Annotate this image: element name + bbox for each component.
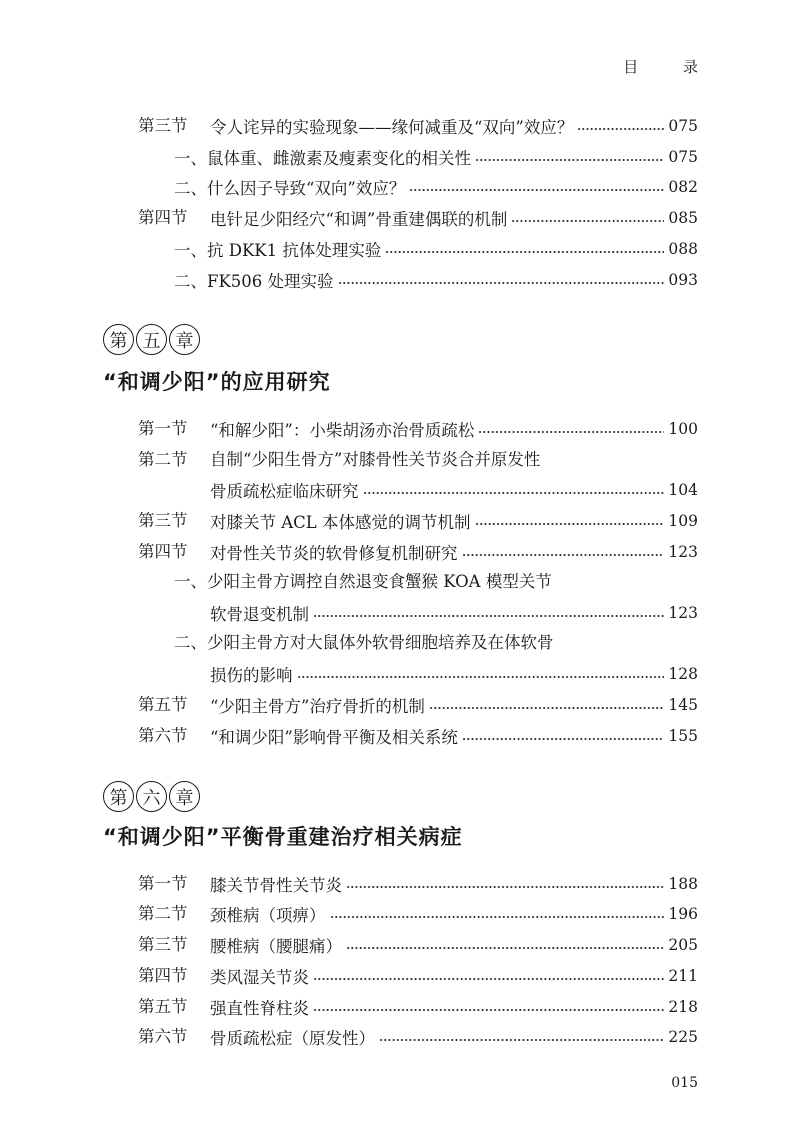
toc-entry-title: 令人诧异的实验现象——缘何减重及“双向”效应？: [210, 118, 574, 137]
toc-entry[interactable]: [210, 508, 698, 534]
toc-entry[interactable]: [210, 871, 698, 897]
section-number: 第六节: [138, 726, 188, 745]
toc-entry-page: 123: [668, 604, 698, 622]
leader-dots: [297, 676, 665, 678]
toc-entry[interactable]: [210, 477, 698, 503]
toc-entry-title: 对膝关节 ACL 本体感觉的调节机制: [210, 513, 471, 532]
toc-entry-title: 膝关节骨性关节炎: [210, 876, 342, 895]
toc-subentry-title-line2: 软骨退变机制: [210, 605, 309, 624]
page-number: 015: [671, 1075, 698, 1091]
chapter-badge-char: 章: [169, 781, 200, 812]
leader-dots: [346, 947, 664, 949]
section-number: 第四节: [138, 208, 188, 227]
leader-dots: [338, 282, 665, 284]
toc-entry-title: 强直性脊柱炎: [210, 999, 309, 1018]
leader-dots: [429, 707, 665, 709]
toc-entry-page: 123: [668, 543, 698, 561]
toc-entry-page: 100: [668, 420, 698, 438]
toc-entry-title: 二、FK506 处理实验: [174, 272, 334, 291]
toc-subentry[interactable]: [174, 267, 698, 293]
chapter-badge: [103, 324, 200, 355]
leader-dots: [379, 1039, 664, 1041]
leader-dots: [346, 886, 664, 888]
toc-entry-page: 085: [668, 209, 698, 227]
toc-entry-page: 093: [668, 271, 698, 289]
toc-entry-page: 109: [668, 512, 698, 530]
toc-subentry-title-line2: 损伤的影响: [210, 666, 293, 685]
leader-dots: [313, 1009, 664, 1011]
section-number: 第三节: [138, 935, 188, 954]
section-number: 第五节: [138, 695, 188, 714]
chapter-badge-char: 六: [136, 781, 167, 812]
leader-dots: [462, 738, 665, 740]
toc-entry-title: “和解少阳”：小柴胡汤亦治骨质疏松: [210, 421, 475, 440]
toc-entry-page: 075: [668, 117, 698, 135]
leader-dots: [475, 159, 664, 161]
toc-entry-title: 腰椎病（腰腿痛）: [210, 937, 342, 956]
chapter-title[interactable]: “和调少阳”的应用研究: [103, 370, 331, 394]
toc-entry-title: 一、抗 DKK1 抗体处理实验: [174, 241, 382, 260]
toc-entry-page: 075: [668, 148, 698, 166]
leader-dots: [330, 916, 665, 918]
toc-entry-page: 145: [668, 696, 698, 714]
toc-entry[interactable]: [210, 932, 698, 958]
chapter-badge-char: 五: [136, 324, 167, 355]
leader-dots: [363, 492, 665, 494]
toc-entry-title: 二、什么因子导致“双向”效应？: [174, 179, 406, 198]
chapter-title[interactable]: “和调少阳”平衡骨重建治疗相关病症: [103, 825, 463, 849]
toc-entry[interactable]: [210, 113, 698, 139]
leader-dots: [313, 978, 664, 980]
toc-entry-page: 205: [668, 936, 698, 954]
toc-entry[interactable]: [210, 205, 698, 231]
chapter-badge-char: 第: [103, 781, 134, 812]
toc-subentry[interactable]: [174, 174, 698, 200]
toc-entry[interactable]: [210, 994, 698, 1020]
leader-dots: [511, 220, 664, 222]
section-number: 第一节: [138, 419, 188, 438]
toc-entry-title-line2: 骨质疏松症临床研究: [210, 482, 359, 501]
toc-entry[interactable]: [210, 723, 698, 749]
toc-subentry-title-line1[interactable]: 一、少阳主骨方调控自然退变食蟹猴 KOA 模型关节: [174, 572, 552, 591]
toc-subentry[interactable]: [174, 144, 698, 170]
toc-entry[interactable]: [210, 416, 698, 442]
section-number: 第一节: [138, 874, 188, 893]
leader-dots: [313, 615, 664, 617]
chapter-badge-char: 第: [103, 324, 134, 355]
running-header: 目 录: [623, 58, 718, 76]
section-number: 第六节: [138, 1027, 188, 1046]
toc-entry-title: 类风湿关节炎: [210, 968, 309, 987]
toc-entry-title-line1[interactable]: 自制“少阳生骨方”对膝骨性关节炎合并原发性: [210, 450, 541, 469]
toc-entry[interactable]: [210, 539, 698, 565]
toc-entry-title: 一、鼠体重、雌激素及瘦素变化的相关性: [174, 149, 471, 168]
toc-subentry[interactable]: [210, 600, 698, 626]
toc-entry[interactable]: [210, 1024, 698, 1050]
section-number: 第二节: [138, 904, 188, 923]
toc-entry-title: 对骨性关节炎的软骨修复机制研究: [210, 544, 458, 563]
toc-subentry-title-line1[interactable]: 二、少阳主骨方对大鼠体外软骨细胞培养及在体软骨: [174, 633, 554, 652]
toc-entry-title: 骨质疏松症（原发性）: [210, 1029, 375, 1048]
toc-subentry[interactable]: [210, 661, 698, 687]
chapter-badge-char: 章: [169, 324, 200, 355]
toc-entry-page: 196: [668, 905, 698, 923]
section-number: 第三节: [138, 511, 188, 530]
toc-entry[interactable]: [210, 901, 698, 927]
chapter-badge: [103, 781, 200, 812]
leader-dots: [475, 523, 665, 525]
leader-dots: [409, 189, 664, 191]
toc-entry-title: 电针足少阳经穴“和调”骨重建偶联的机制: [210, 210, 508, 229]
section-number: 第五节: [138, 997, 188, 1016]
toc-entry-page: 188: [668, 875, 698, 893]
toc-entry-page: 082: [668, 178, 698, 196]
section-number: 第二节: [138, 450, 188, 469]
toc-entry-page: 128: [668, 665, 698, 683]
toc-entry-page: 218: [668, 998, 698, 1016]
toc-entry-page: 155: [668, 727, 698, 745]
leader-dots: [462, 554, 665, 556]
toc-entry-title: “少阳主骨方”治疗骨折的机制: [210, 697, 425, 716]
toc-entry[interactable]: [210, 692, 698, 718]
leader-dots: [478, 431, 664, 433]
toc-entry-title: 颈椎病（项痹）: [210, 906, 326, 925]
toc-entry[interactable]: [210, 963, 698, 989]
leader-dots: [385, 251, 664, 253]
toc-entry-page: 225: [668, 1028, 698, 1046]
toc-entry-title: “和调少阳”影响骨平衡及相关系统: [210, 728, 458, 747]
toc-subentry[interactable]: [174, 236, 698, 262]
toc-entry-page: 088: [668, 240, 698, 258]
toc-entry-page: 104: [668, 481, 698, 499]
section-number: 第四节: [138, 542, 188, 561]
section-number: 第三节: [138, 116, 188, 135]
leader-dots: [577, 128, 664, 130]
section-number: 第四节: [138, 966, 188, 985]
toc-entry-page: 211: [668, 967, 698, 985]
